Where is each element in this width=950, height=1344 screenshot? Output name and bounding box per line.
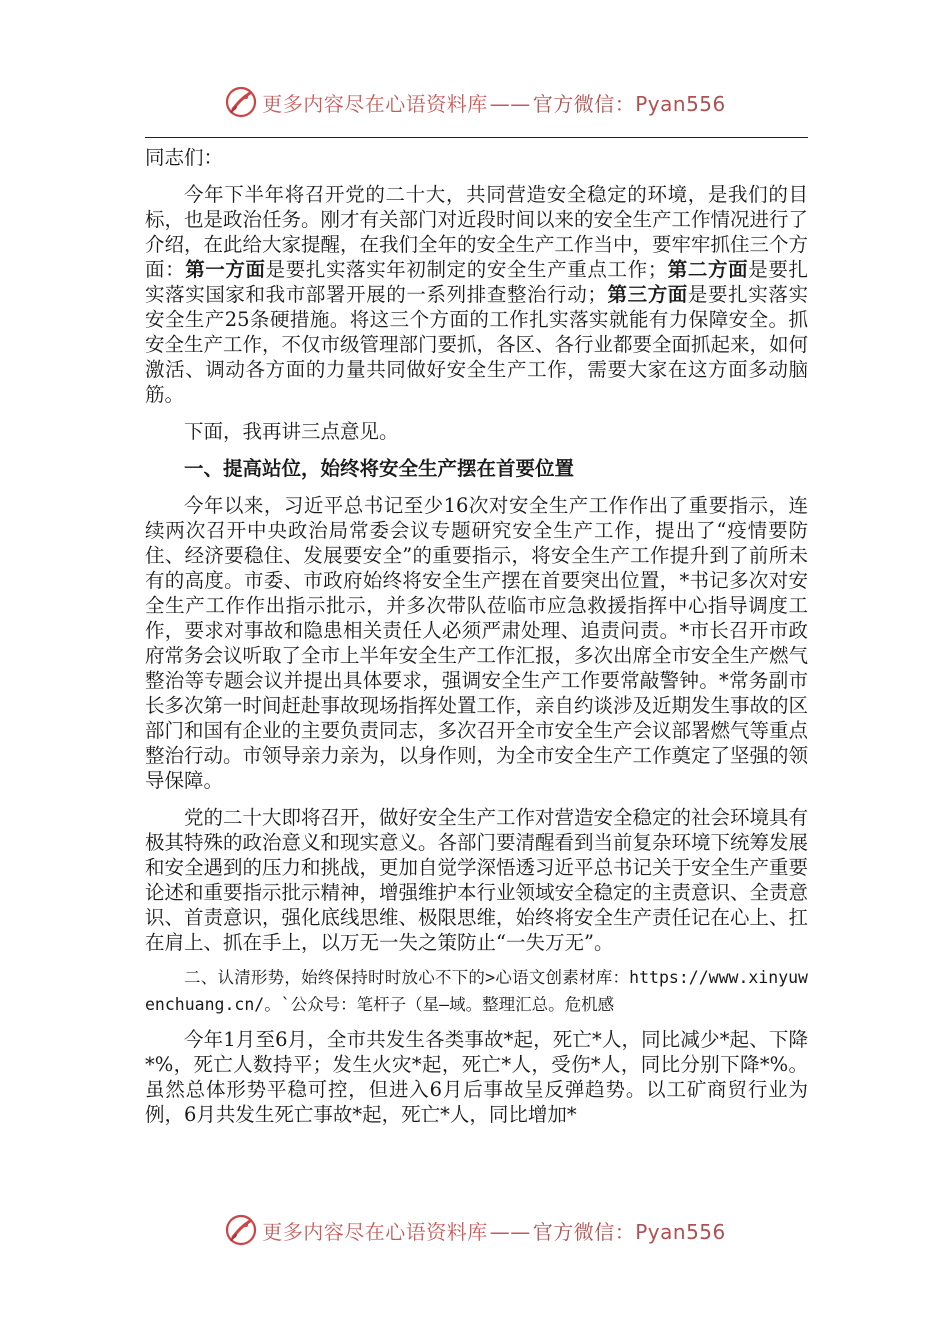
section-heading-2: 二、认清形势，始终保持时时放心不下的>心语文创素材库：https://www.xinyuwenchuang.cn/。`公众号：笔杆子（星—域。整理汇总。危机感 bbox=[145, 968, 808, 1014]
para1-text-4: 是要扎实落实安全生产25条硬措施。将这三个方面的工作扎实落实就能有力保障安全。抓安全生产工作，不仅市级管理部门要抓，各区、各行业都要全面抓起来，如何激活、调动各方面的力量共同做好安全生产工作，需要大家在这方面多动脑筋。 bbox=[145, 283, 809, 406]
paragraph-section2-a: 今年1月至6月，全市共发生各类事故*起，死亡*人，同比减少*起、下降*%，死亡人数持平；发生火灾*起，死亡*人，受伤*人，同比分别下降*%。虽然总体形势平稳可控，但进入6月后事故呈反弹趋势。以工矿商贸行业为例，6月共发生死亡事故*起，死亡*人，同比增加* bbox=[145, 1028, 808, 1126]
banner-title: 更多内容尽在心语资料库 bbox=[262, 1219, 488, 1244]
greeting: 同志们： bbox=[145, 146, 224, 169]
paragraph-section1-b: 党的二十大即将召开，做好安全生产工作对营造安全稳定的社会环境具有极其特殊的政治意义和现实意义。各部门要清醒看到当前复杂环境下统筹发展和安全遇到的压力和挑战，更加自觉学深悟透习近平总书记关于安全生产重要论述和重要指示批示精神，增强维护本行业领域安全稳定的主责意识、全责意识、首责意识，强化底线思维、极限思维，始终将安全生产责任记在心上、扛在肩上、抓在手上，以万无一失之策防止“一失万无”。 bbox=[145, 806, 809, 954]
banner-wechat-id: Pyan556 bbox=[635, 1219, 726, 1244]
document-body bbox=[145, 143, 808, 1127]
para1-text-2: 是要扎实落实年初制定的安全生产重点工作； bbox=[265, 258, 668, 281]
paragraph-section1-a: 今年以来，习近平总书记至少16次对安全生产工作作出了重要指示，连续两次召开中央政治局常委会议专题研究安全生产工作，提出了“疫情要防住、经济要稳住、发展要安全”的重要指示，将安全生产工作提升到了前所未有的高度。市委、市政府始终将安全生产摆在首要突出位置，*书记多次对安全生产工作作出指示批示，并多次带队莅临市应急救援指挥中心指导调度工作，要求对事故和隐患相关责任人必须严肃处理、追责问责。*市长召开市政府常务会议听取了全市上半年安全生产工作汇报，多次出席全市安全生产燃气整治等专题会议并提出具体要求，强调安全生产工作要常敲警钟。*常务副市长多次第一时间赶赴事故现场指挥处置工作，亲自约谈涉及近期发生事故的区部门和国有企业的主要负责同志，多次召开全市安全生产会议部署燃气等重点整治行动。市领导亲力亲为，以身作则，为全市安全生产工作奠定了坚强的领导保障。 bbox=[145, 494, 809, 792]
section-heading-1: 一、提高站位，始终将安全生产摆在首要位置 bbox=[184, 457, 575, 480]
footer-banner bbox=[0, 1208, 950, 1252]
paragraph-transition: 下面，我再讲三点意见。 bbox=[184, 420, 399, 443]
banner-wechat-id: Pyan556 bbox=[635, 91, 726, 116]
banner-wechat-label: 官方微信： bbox=[532, 1219, 636, 1244]
paragraph-intro bbox=[145, 182, 808, 407]
banner-text bbox=[262, 88, 726, 117]
header-rule bbox=[145, 137, 808, 138]
para1-text-3: 是要扎实落实国家和我市部署开展的一系列排查整治行动； bbox=[145, 258, 808, 306]
para1-text-1: 今年下半年将召开党的二十大，共同营造安全稳定的环境，是我们的目标，也是政治任务。刚才有关部门对近段时间以来的安全生产工作情况进行了介绍，在此给大家提醒，在我们全年的安全生产工作当中，要牢牢抓住三个方面： bbox=[145, 183, 809, 281]
banner-separator: —— bbox=[489, 1219, 531, 1244]
banner-wechat-label: 官方微信： bbox=[532, 91, 636, 116]
banner-title: 更多内容尽在心语资料库 bbox=[262, 91, 488, 116]
banner-text bbox=[262, 1216, 726, 1245]
banner-separator: —— bbox=[489, 91, 531, 116]
header-banner bbox=[0, 80, 950, 124]
para1-bold-1: 第一方面 bbox=[185, 258, 266, 281]
para1-bold-2: 第二方面 bbox=[667, 258, 749, 281]
brush-logo-icon bbox=[224, 1213, 258, 1247]
para1-bold-3: 第三方面 bbox=[606, 283, 688, 306]
brush-logo-icon bbox=[224, 85, 258, 119]
